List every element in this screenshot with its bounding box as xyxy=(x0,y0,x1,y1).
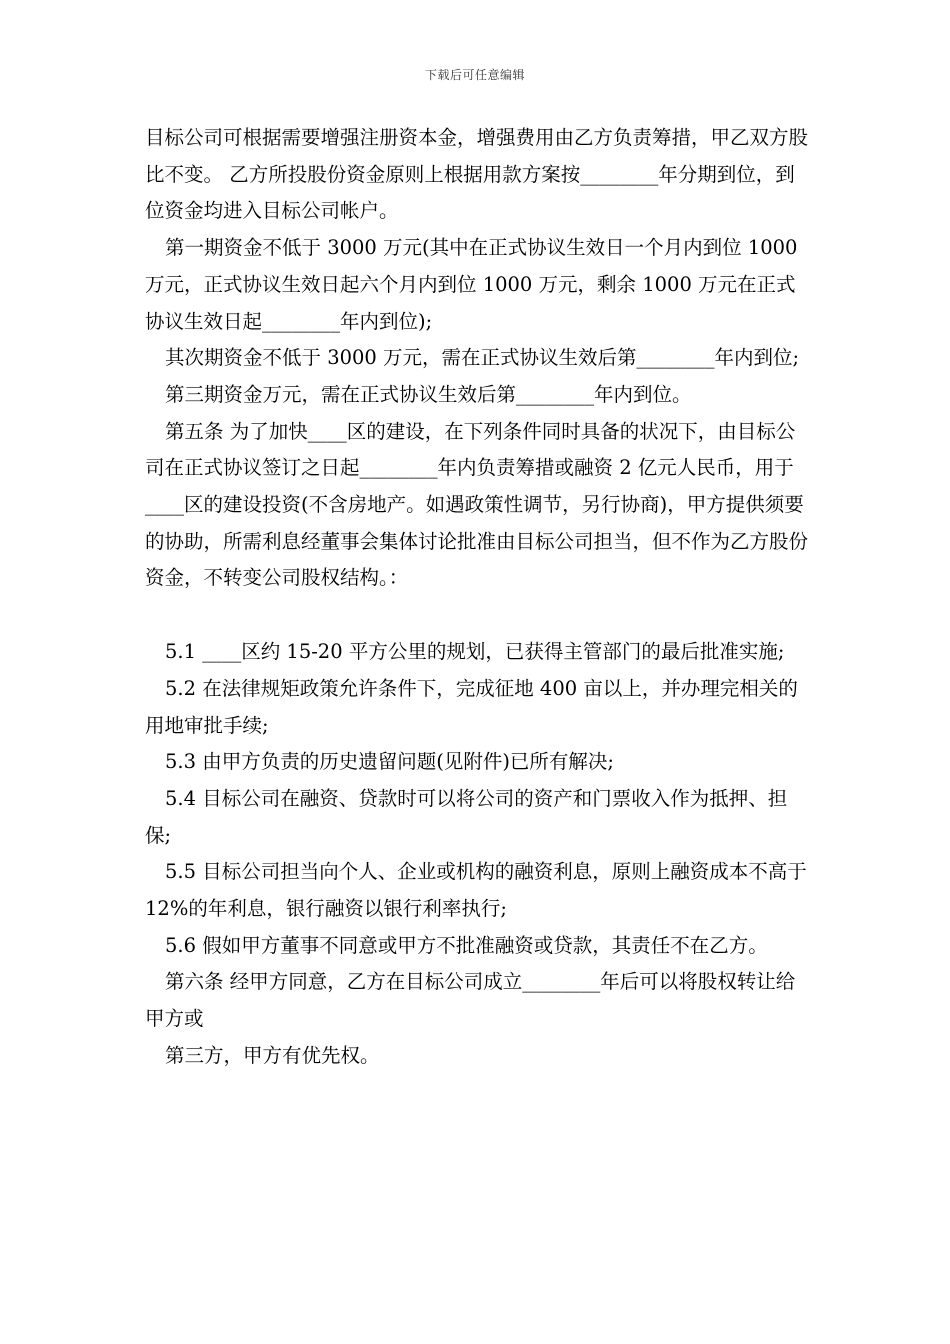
paragraph-spacer xyxy=(145,597,813,634)
clause-5-3: 5.3 由甲方负责的历史遗留问题(见附件)已所有解决; xyxy=(165,750,614,774)
paragraph-article-six: 第六条 经甲方同意，乙方在目标公司成立________年后可以将股权转让给甲方或 xyxy=(145,970,796,1031)
paragraph-article-five: 第五条 为了加快____区的建设，在下列条件同时具备的状况下，由目标公司在正式协议签订之日起________年内负责筹措或融资 2 亿元人民币，用于____区的建设投资(不含房地产。如遇政策性调节，另行协商)，甲方提供须要的协助，所需利息经董事会集体讨论批准由目标公司担当，但不作为乙方股份资金，不转变公司股权结构。： xyxy=(145,419,809,590)
clause-5-2: 5.2 在法律规矩政策允许条件下，完成征地 400 亩以上，并办理完相关的用地审批手续; xyxy=(145,676,798,737)
clause-5-6: 5.6 假如甲方董事不同意或甲方不批准融资或贷款，其责任不在乙方。 xyxy=(165,933,768,957)
document-body xyxy=(145,120,813,1075)
paragraph-third-party-priority: 第三方，甲方有优先权。 xyxy=(165,1043,380,1067)
clause-5-4: 5.4 目标公司在融资、贷款时可以将公司的资产和门票收入作为抵押、担保; xyxy=(145,786,788,847)
paragraph-phase-two-funding: 其次期资金不低于 3000 万元，需在正式协议生效后第________年内到位; xyxy=(165,346,800,370)
paragraph-phase-three-funding: 第三期资金万元，需在正式协议生效后第________年内到位。 xyxy=(165,382,692,406)
clause-5-1: 5.1 ____区约 15-20 平方公里的规划，已获得主管部门的最后批准实施; xyxy=(165,640,785,664)
page-header-note: 下载后可任意编辑 xyxy=(424,68,525,82)
paragraph-capital-increase: 目标公司可根据需要增强注册资本金，增强费用由乙方负责筹措，甲乙双方股比不变。 乙方所投股份资金原则上根据用款方案按________年分期到位，到位资金均进入目标公司帐户。 xyxy=(145,126,809,223)
paragraph-phase-one-funding: 第一期资金不低于 3000 万元(其中在正式协议生效日一个月内到位 1000 万元，正式协议生效日起六个月内到位 1000 万元，剩余 1000 万元在正式协议生效日起________年内到位); xyxy=(145,236,798,333)
clause-5-5: 5.5 目标公司担当向个人、企业或机构的融资利息，原则上融资成本不高于 12%的年利息，银行融资以银行利率执行; xyxy=(145,860,807,921)
